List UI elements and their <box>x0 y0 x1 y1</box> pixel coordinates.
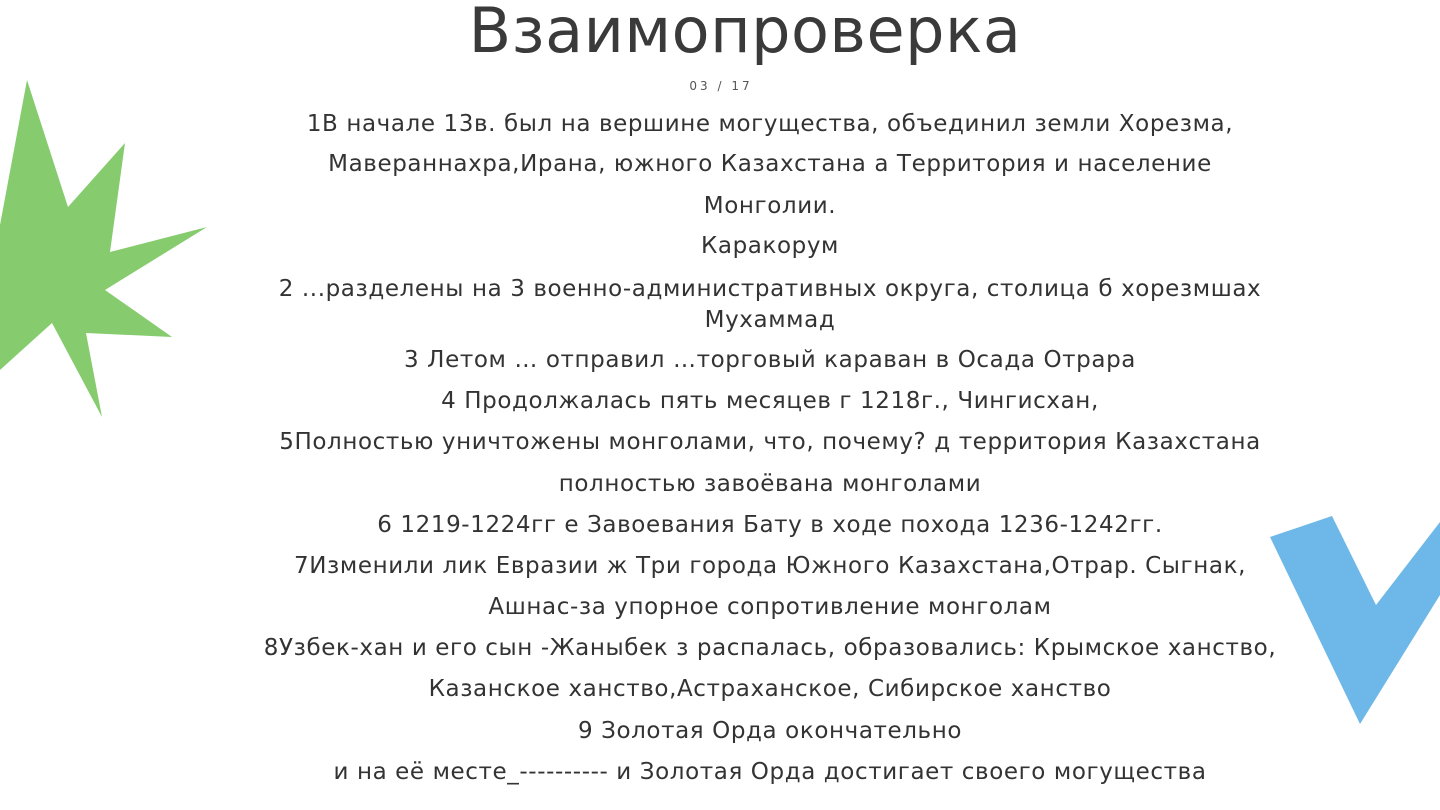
text-line: 1В начале 13в. был на вершине могущества, объединил земли Хорезма, <box>306 111 1234 137</box>
text-line: Каракорум <box>700 233 840 259</box>
text-line: 7Изменили лик Евразии ж Три города Южного Казахстана,Отрар. Сыгнак, <box>294 553 1246 579</box>
text-line: Ашнас-за упорное сопротивление монголам <box>488 594 1052 620</box>
text-line: 6 1219-1224гг е Завоевания Бату в ходе похода 1236-1242гг. <box>377 512 1163 538</box>
text-line: Казанское ханство,Астраханское, Сибирское ханство <box>428 676 1112 702</box>
text-line: 8Узбек-хан и его сын -Жаныбек з распалась, образовались: Крымское ханство, <box>263 635 1277 661</box>
text-line: 2 ...разделены на 3 военно-административных округа, столица б хорезмшах <box>278 276 1262 302</box>
page-number: 03 / 17 <box>689 79 753 93</box>
text-line: 4 Продолжалась пять месяцев г 1218г., Чингисхан, <box>441 388 1099 414</box>
text-line: 5Полностью уничтожены монголами, что, почему? д территория Казахстана <box>279 429 1261 455</box>
text-line: полностью завоёвана монголами <box>558 471 982 497</box>
text-line: Мухаммад <box>704 307 836 333</box>
text-line: Монголии. <box>703 193 837 219</box>
text-line: Мавераннахра,Ирана, южного Казахстана а Территория и население <box>328 151 1212 177</box>
text-line: и на её месте_---------- и Золотая Орда достигает своего могущества <box>333 759 1207 785</box>
text-line: 9 Золотая Орда окончательно <box>577 718 963 744</box>
text-line: 3 Летом … отправил …торговый караван в Осада Отрара <box>404 347 1136 373</box>
slide-title: Взаимопроверка <box>468 0 1022 67</box>
